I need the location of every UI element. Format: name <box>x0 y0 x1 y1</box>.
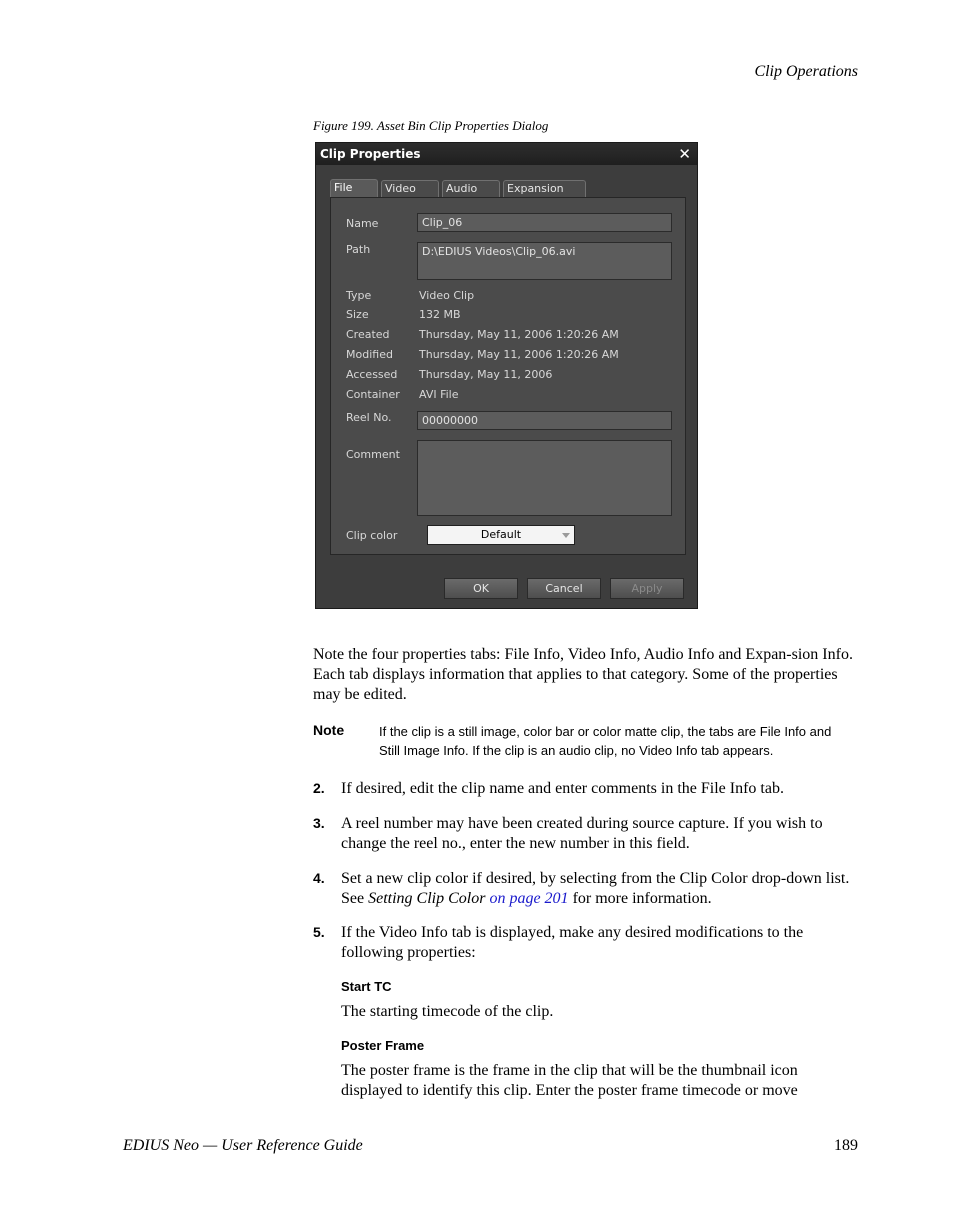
start-tc-text: The starting timecode of the clip. <box>341 1003 554 1020</box>
tab-video-info[interactable]: Video <box>381 180 439 197</box>
type-value: Video Clip <box>419 289 475 302</box>
reel-label: Reel No. <box>346 411 392 424</box>
comment-label: Comment <box>346 448 400 461</box>
poster-frame-heading: Poster Frame <box>341 1038 425 1053</box>
tab-audio-info[interactable]: Audio <box>442 180 500 197</box>
clip-color-value: Default <box>480 528 522 541</box>
note-text: If the clip is a still image, color bar or color matte clip, the tabs are File Info and Still Image Info. If the clip is an audio clip, no Video Info tab appears. <box>379 724 832 758</box>
clip-properties-dialog <box>315 142 698 609</box>
comment-input[interactable] <box>417 440 672 516</box>
step-number: 2. <box>313 780 325 796</box>
modified-value: Thursday, May 11, 2006 1:20:26 AM <box>419 348 619 361</box>
accessed-value: Thursday, May 11, 2006 <box>419 368 553 381</box>
clip-color-label: Clip color <box>346 529 398 542</box>
poster-frame-text: The poster frame is the frame in the clip that will be the thumbnail icon displayed to identify this clip. Enter the poster frame timecode or move <box>341 1062 798 1099</box>
container-value: AVI File <box>419 388 459 401</box>
step-text <box>341 869 859 909</box>
reel-input[interactable]: 00000000 <box>417 411 672 430</box>
step-text: If desired, edit the clip name and enter comments in the File Info tab. <box>341 780 784 797</box>
cross-reference-title: Setting Clip Color <box>368 890 486 907</box>
step-number: 3. <box>313 815 325 831</box>
step-text-part: Set a new clip color if desired, by selecting from the Clip Color drop-down list. See <box>341 870 850 907</box>
dialog-titlebar <box>316 143 697 165</box>
size-value: 132 MB <box>419 308 461 321</box>
name-label: Name <box>346 217 379 230</box>
step-text-part: for more information. <box>568 890 712 907</box>
step-number: 5. <box>313 924 325 940</box>
created-value: Thursday, May 11, 2006 1:20:26 AM <box>419 328 619 341</box>
start-tc-heading: Start TC <box>341 979 392 994</box>
step-number: 4. <box>313 870 325 886</box>
file-info-panel <box>330 197 686 555</box>
created-label: Created <box>346 328 390 341</box>
intro-paragraph: Note the four properties tabs: File Info, Video Info, Audio Info and Expan-sion Info. Each tab displays information that applies to that category. Some of the properties may be edited. <box>313 646 853 703</box>
clip-color-dropdown[interactable] <box>427 525 575 545</box>
path-field: D:\EDIUS Videos\Clip_06.avi <box>417 242 672 280</box>
note-label: Note <box>313 722 345 738</box>
type-label: Type <box>346 289 372 302</box>
name-input[interactable]: Clip_06 <box>417 213 672 232</box>
modified-label: Modified <box>346 348 393 361</box>
container-label: Container <box>346 388 400 401</box>
accessed-label: Accessed <box>346 368 398 381</box>
step-text: If the Video Info tab is displayed, make any desired modifications to the following properties: <box>341 924 804 961</box>
dialog-title: Clip Properties <box>320 147 421 161</box>
size-label: Size <box>346 308 369 321</box>
step-text: A reel number may have been created during source capture. If you wish to change the reel no., enter the new number in this field. <box>341 815 823 852</box>
chevron-down-icon <box>562 533 570 538</box>
page-link[interactable]: on page 201 <box>485 890 569 907</box>
apply-button[interactable]: Apply <box>610 578 684 599</box>
path-label: Path <box>346 243 371 256</box>
ok-button[interactable]: OK <box>444 578 518 599</box>
tab-file-info[interactable]: File <box>330 179 378 198</box>
page-number: 189 <box>834 1137 858 1154</box>
cancel-button[interactable]: Cancel <box>527 578 601 599</box>
figure-caption: Figure 199. Asset Bin Clip Properties Dialog <box>313 118 549 133</box>
close-icon[interactable]: ✕ <box>678 145 691 163</box>
tab-expansion-info[interactable]: Expansion <box>503 180 586 197</box>
footer-title: EDIUS Neo — User Reference Guide <box>123 1137 363 1154</box>
running-header: Clip Operations <box>754 63 858 80</box>
